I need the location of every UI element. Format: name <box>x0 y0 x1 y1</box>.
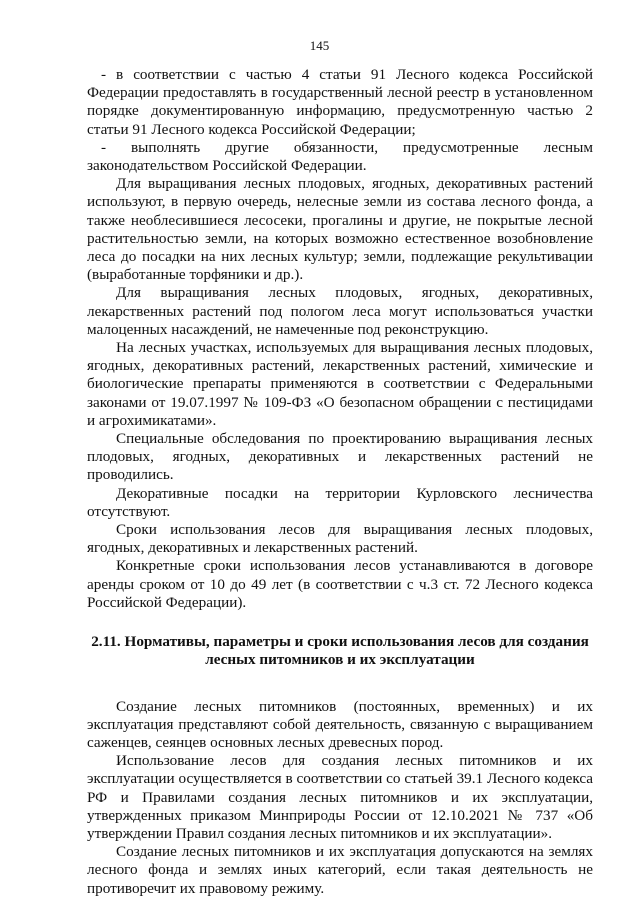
paragraph: Конкретные сроки использования лесов устанавливаются в договоре аренды сроком от 10 до 49 лет (в соответствии с ч.3 ст. 72 Лесного кодекса Российской Федерации). <box>87 557 593 611</box>
paragraph: Использование лесов для создания лесных питомников и их эксплуатации осуществляется в соответствии со статьей 39.1 Лесного кодекса РФ и Правилами создания лесных питомников и их эксплуатации, утвержденных приказом Минприроды России от 12.10.2021 № 737 «Об утверждении Правил создания лесных питомников и их эксплуатации». <box>87 752 593 842</box>
section-heading <box>87 633 593 669</box>
paragraph: Создание лесных питомников и их эксплуатация допускаются на землях лесного фонда и землях иных категорий, если такая деятельность не противоречит их правовому режиму. <box>87 843 593 897</box>
section-heading-line-2: лесных питомников и их эксплуатации <box>205 651 475 669</box>
section-heading-line-1: 2.11. Нормативы, параметры и сроки использования лесов для создания <box>91 633 589 651</box>
page-number: 145 <box>309 38 330 53</box>
paragraph-dash-item: - в соответствии с частью 4 статьи 91 Лесного кодекса Российской Федерации предоставлять в государственный лесной реестр в установленном порядке документированную информацию, предусмотренную частью 2 статьи 91 Лесного кодекса Российской Федерации; <box>87 66 593 138</box>
paragraph-dash-item: - выполнять другие обязанности, предусмотренные лесным законодательством Российской Федерации. <box>87 138 593 175</box>
paragraph: Для выращивания лесных плодовых, ягодных, декоративных растений используют, в первую очередь, нелесные земли из состава лесного фонда, а также необлесившиеся лесосеки, прогалины и другие, не покрытые лесной растительностью земли, на которых возможно естественное возобновление леса до посадки на них лесных культур; земли, подлежащие рекультивации (выработанные торфяники и др.). <box>87 175 593 284</box>
page-content <box>87 66 593 898</box>
paragraph: Декоративные посадки на территории Курловского лесничества отсутствуют. <box>87 484 593 520</box>
paragraph: Сроки использования лесов для выращивания лесных плодовых, ягодных, декоративных и лекарственных растений. <box>87 521 593 557</box>
paragraph: Для выращивания лесных плодовых, ягодных, декоративных, лекарственных растений под пологом леса могут использоваться участки малоценных насаждений, не намеченные под реконструкцию. <box>87 284 593 338</box>
paragraph: На лесных участках, используемых для выращивания лесных плодовых, ягодных, декоративных растений, лекарственных растений, химические и биологические препараты применяются в соответствии с Федеральными законами от 19.07.1997 № 109-ФЗ «О безопасном обращении с пестицидами и агрохимикатами». <box>87 339 593 429</box>
paragraph: Создание лесных питомников (постоянных, временных) и их эксплуатация представляют собой деятельность, связанную с выращиванием саженцев, сеянцев основных лесных древесных пород. <box>87 697 593 751</box>
paragraph: Специальные обследования по проектированию выращивания лесных плодовых, ягодных, декоративных и лекарственных растений не проводились. <box>87 430 593 484</box>
